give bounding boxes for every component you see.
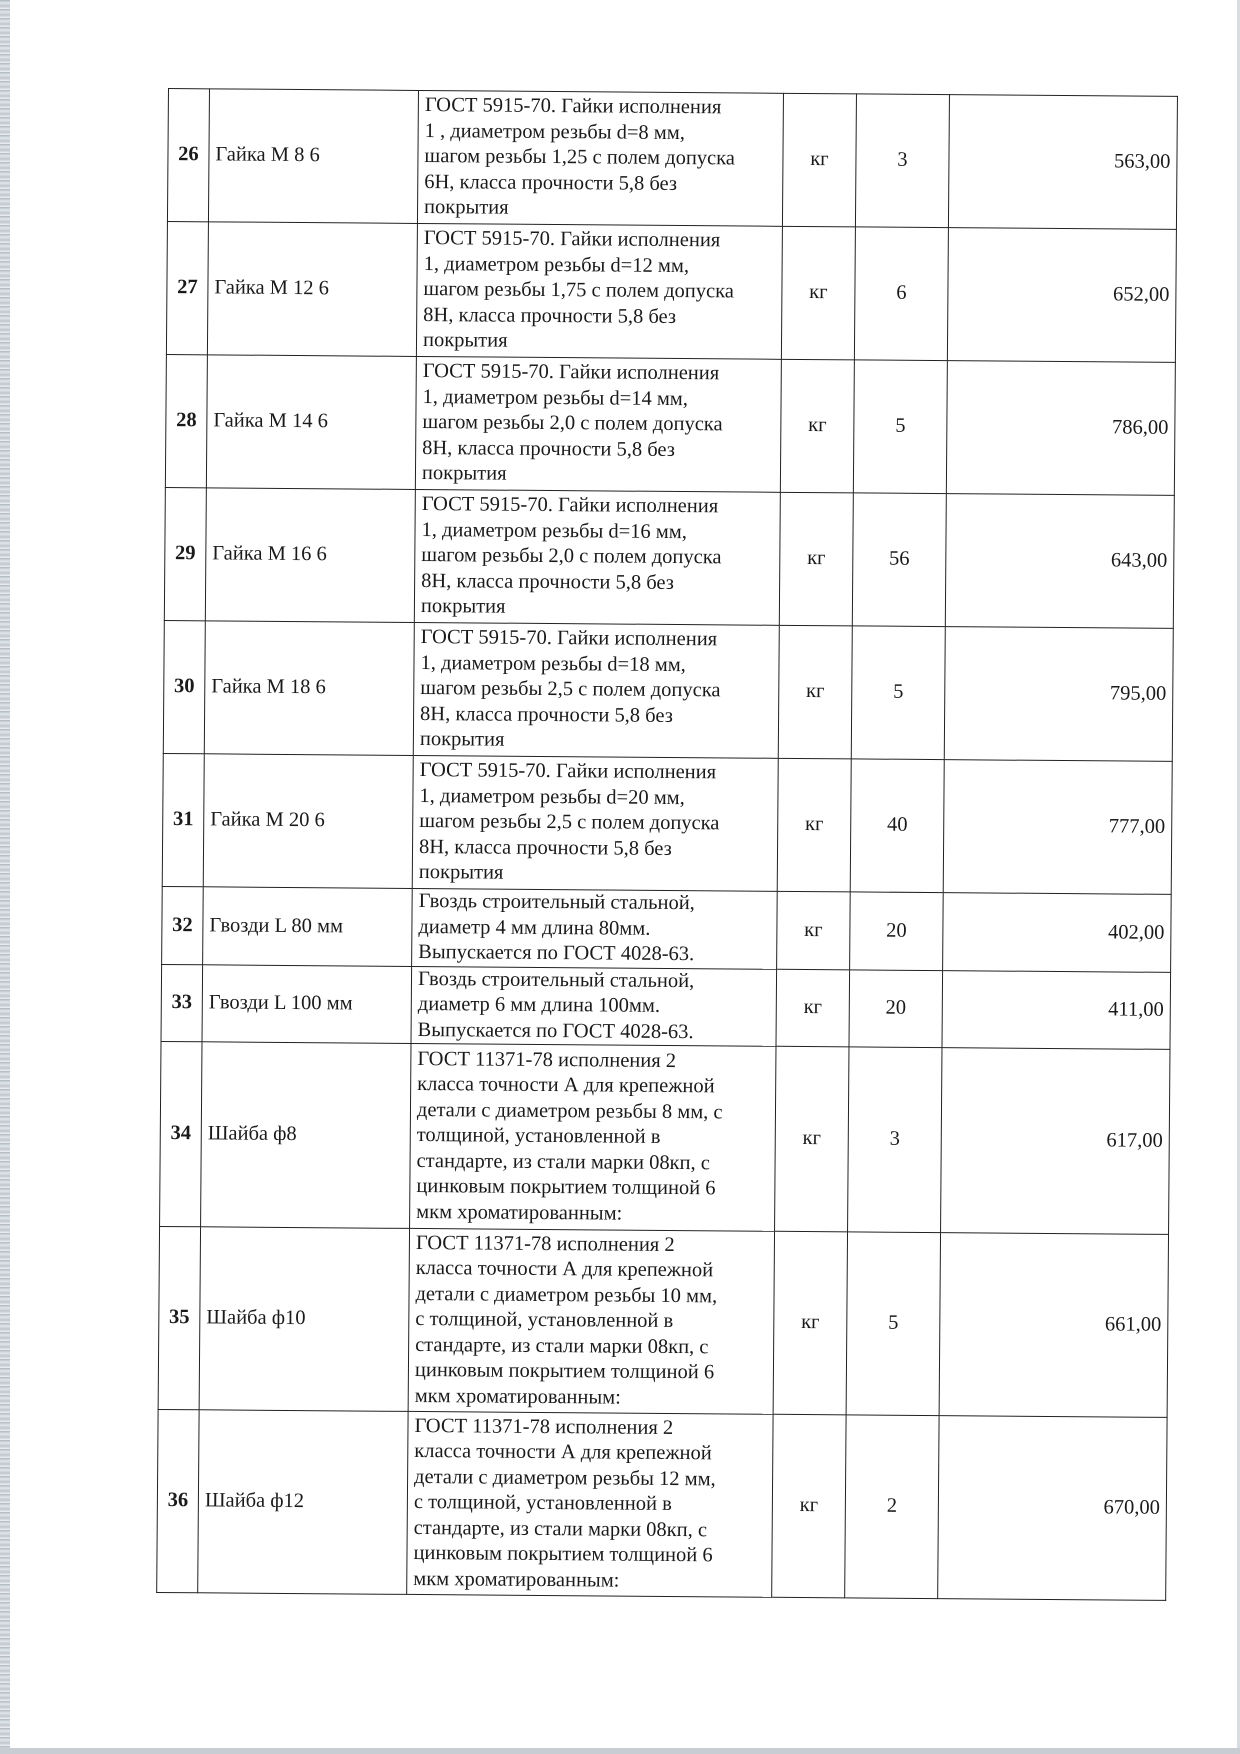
- table-row: [165, 354, 1175, 495]
- item-name: Гайка М 20 6: [203, 754, 413, 889]
- item-price: 786,00: [946, 361, 1175, 496]
- item-unit: кг: [782, 93, 856, 227]
- item-price: 411,00: [942, 970, 1171, 1049]
- row-number: 32: [162, 886, 204, 964]
- row-number: 33: [161, 964, 203, 1042]
- item-name: Шайба ф12: [198, 1410, 408, 1595]
- table-row: [167, 89, 1177, 230]
- item-name: Гайка М 16 6: [205, 488, 415, 623]
- item-unit: кг: [776, 969, 850, 1047]
- item-description: ГОСТ 11371-78 исполнения 2 класса точности А для крепежной детали с диаметром резьбы 12 мм, с толщиной, установленной в стандарте, из стали марки 08кп, с цинковым покрытием толщиной 6 мкм хроматированным:: [407, 1411, 773, 1597]
- item-unit: кг: [780, 359, 854, 493]
- item-name: Шайба ф10: [199, 1227, 409, 1412]
- table-row: [161, 964, 1171, 1049]
- item-description: ГОСТ 5915-70. Гайки исполнения 1, диаметром резьбы d=16 мм, шагом резьбы 2,0 с полем допуска 8Н, класса прочности 5,8 без покрытия: [414, 489, 780, 625]
- row-number: 27: [166, 221, 208, 354]
- table-row: [157, 1409, 1167, 1600]
- scan-bottom-edge: [0, 1748, 1240, 1754]
- item-quantity: 56: [852, 493, 946, 627]
- item-price: 563,00: [948, 95, 1177, 230]
- item-quantity: 3: [855, 94, 949, 228]
- item-name: Гайка М 14 6: [206, 355, 416, 490]
- scan-left-edge: [0, 0, 10, 1754]
- row-number: 29: [164, 487, 206, 620]
- item-unit: кг: [779, 492, 853, 626]
- item-name: Гайка М 12 6: [207, 222, 417, 357]
- item-price: 795,00: [944, 627, 1173, 762]
- item-description: ГОСТ 5915-70. Гайки исполнения 1, диаметром резьбы d=18 мм, шагом резьбы 2,5 с полем допуска 8Н, класса прочности 5,8 без покрытия: [413, 622, 779, 758]
- item-unit: кг: [777, 891, 851, 969]
- item-unit: кг: [773, 1231, 847, 1415]
- item-price: 643,00: [945, 494, 1174, 629]
- row-number: 35: [158, 1226, 200, 1409]
- item-quantity: 5: [853, 360, 947, 494]
- item-description: ГОСТ 11371-78 исполнения 2 класса точности А для крепежной детали с диаметром резьбы 8 мм, с толщиной, установленной в стандарте, из стали марки 08кп, с цинковым покрытием толщиной 6 мкм хроматированным:: [410, 1043, 776, 1231]
- item-price: 670,00: [938, 1416, 1167, 1601]
- item-unit: кг: [777, 758, 851, 892]
- item-description: Гвоздь строительный стальной, диаметр 6 мм длина 100мм. Выпускается по ГОСТ 4028-63.: [411, 966, 777, 1046]
- table-row: [162, 886, 1172, 971]
- table-row: [160, 1041, 1170, 1234]
- row-number: 34: [160, 1041, 202, 1226]
- row-number: 26: [167, 89, 209, 222]
- item-price: 402,00: [943, 893, 1172, 972]
- item-quantity: 40: [850, 759, 944, 893]
- item-price: 661,00: [939, 1233, 1168, 1418]
- table-row: [163, 620, 1173, 761]
- item-quantity: 20: [850, 892, 944, 970]
- item-description: ГОСТ 5915-70. Гайки исполнения 1, диаметром резьбы d=20 мм, шагом резьбы 2,5 с полем допуска 8Н, класса прочности 5,8 без покрытия: [412, 755, 778, 891]
- item-price: 617,00: [941, 1048, 1170, 1235]
- table-row: [164, 487, 1174, 628]
- item-unit: кг: [775, 1046, 849, 1232]
- item-unit: кг: [772, 1414, 846, 1598]
- item-unit: кг: [778, 625, 852, 759]
- row-number: 36: [157, 1409, 199, 1592]
- document-page: [156, 88, 1178, 1601]
- item-name: Гвозди L 80 мм: [203, 887, 413, 966]
- row-number: 30: [163, 620, 205, 753]
- item-quantity: 5: [851, 626, 945, 760]
- row-number: 31: [162, 753, 204, 886]
- table-row: [162, 753, 1172, 894]
- table-row: [158, 1226, 1168, 1417]
- item-description: ГОСТ 5915-70. Гайки исполнения 1, диаметром резьбы d=14 мм, шагом резьбы 2,0 с полем допуска 8Н, класса прочности 5,8 без покрытия: [415, 356, 781, 492]
- item-name: Шайба ф8: [201, 1042, 411, 1229]
- item-name: Гвозди L 100 мм: [202, 964, 412, 1043]
- item-description: ГОСТ 11371-78 исполнения 2 класса точности А для крепежной детали с диаметром резьбы 10 мм, с толщиной, установленной в стандарте, из стали марки 08кп, с цинковым покрытием толщиной 6 мкм хроматированным:: [408, 1228, 774, 1414]
- item-name: Гайка М 8 6: [208, 89, 418, 224]
- item-quantity: 3: [848, 1047, 942, 1233]
- items-table: [156, 88, 1178, 1601]
- item-description: ГОСТ 5915-70. Гайки исполнения 1, диаметром резьбы d=12 мм, шагом резьбы 1,75 с полем допуска 8Н, класса прочности 5,8 без покрытия: [416, 223, 782, 359]
- item-quantity: 6: [854, 227, 948, 361]
- item-name: Гайка М 18 6: [204, 621, 414, 756]
- item-quantity: 5: [846, 1232, 940, 1416]
- item-unit: кг: [781, 226, 855, 360]
- item-price: 777,00: [943, 760, 1172, 895]
- table-row: [166, 221, 1176, 362]
- item-quantity: 20: [849, 969, 943, 1047]
- item-quantity: 2: [845, 1415, 939, 1599]
- item-price: 652,00: [947, 228, 1176, 363]
- item-description: ГОСТ 5915-70. Гайки исполнения 1 , диаметром резьбы d=8 мм, шагом резьбы 1,25 с полем допуска 6Н, класса прочности 5,8 без покрытия: [417, 90, 783, 226]
- row-number: 28: [165, 354, 207, 487]
- item-description: Гвоздь строительный стальной, диаметр 4 мм длина 80мм. Выпускается по ГОСТ 4028-63.: [412, 888, 778, 968]
